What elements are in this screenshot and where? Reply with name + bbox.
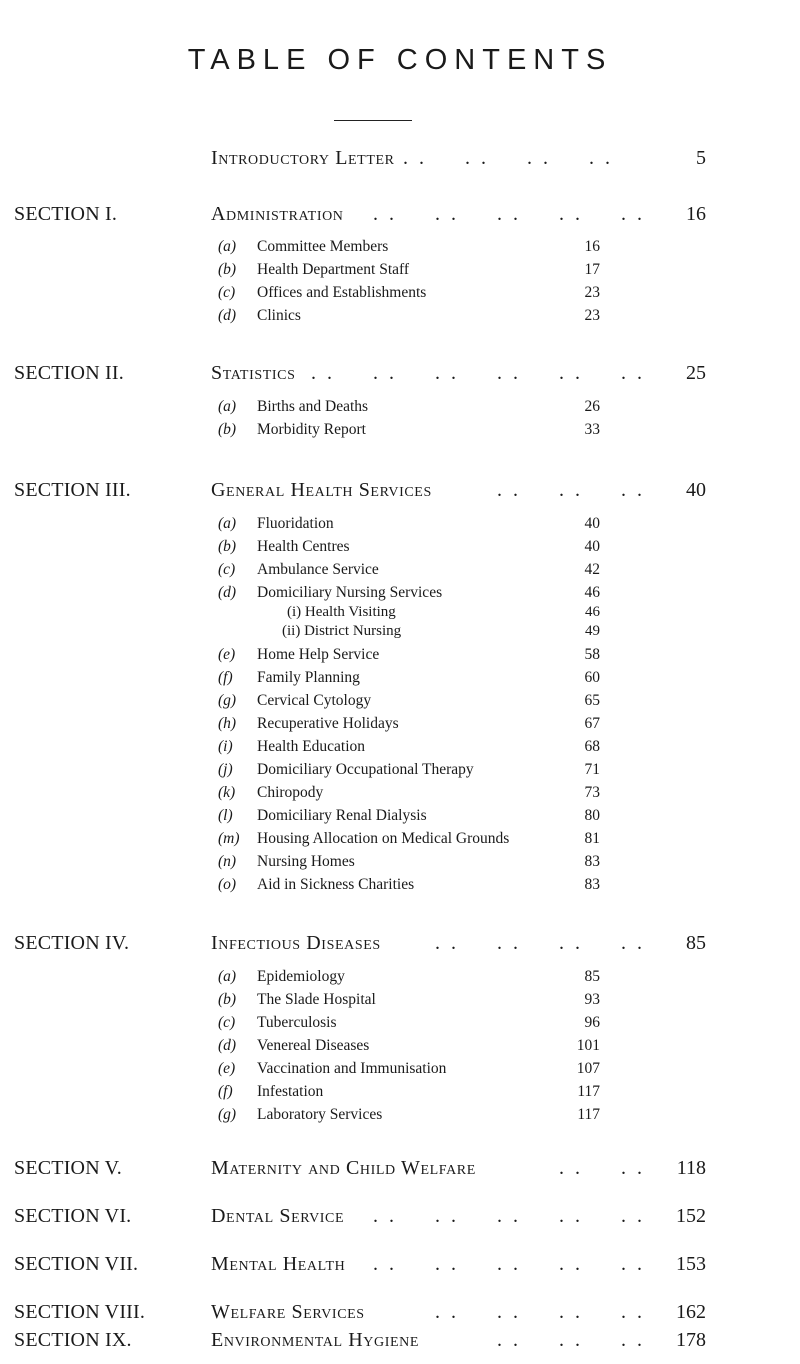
leader-dots: . . (621, 1329, 645, 1351)
leader-dots: . . (527, 147, 551, 169)
item-page-number: 40 (584, 538, 600, 555)
item-letter: (h) (218, 715, 237, 732)
leader-dots: . . (403, 147, 427, 169)
leader-dots: . . (497, 362, 521, 384)
section-heading: General Health Services (211, 479, 432, 501)
leader-dots: . . (589, 147, 613, 169)
leader-dots: . . (559, 1157, 583, 1179)
toc-page-number: 5 (696, 147, 706, 169)
item-page-number: 46 (584, 584, 600, 601)
section-heading: Maternity and Child Welfare (211, 1157, 476, 1179)
toc-item: Infestation (257, 1083, 324, 1100)
item-letter: (b) (218, 421, 237, 438)
item-letter: (c) (218, 284, 236, 301)
item-letter: (a) (218, 968, 237, 985)
item-letter: (a) (218, 515, 237, 532)
item-letter: (e) (218, 646, 236, 663)
toc-item: Recuperative Holidays (257, 715, 399, 732)
leader-dots: . . (373, 362, 397, 384)
leader-dots: . . (497, 1253, 521, 1275)
leader-dots: . . (559, 479, 583, 501)
leader-dots: . . (435, 1301, 459, 1323)
section-label: SECTION IX. (14, 1329, 132, 1351)
toc-item: Domiciliary Occupational Therapy (257, 761, 474, 778)
section-heading: Administration (211, 203, 344, 225)
item-letter: (f) (218, 1083, 233, 1100)
item-letter: (a) (218, 398, 237, 415)
leader-dots: . . (435, 932, 459, 954)
section-label: SECTION II. (14, 362, 124, 384)
toc-item: Chiropody (257, 784, 324, 801)
leader-dots: . . (559, 203, 583, 225)
toc-item: Domiciliary Renal Dialysis (257, 807, 427, 824)
item-page-number: 60 (584, 669, 600, 686)
item-letter: (d) (218, 584, 237, 601)
leader-dots: . . (621, 362, 645, 384)
item-page-number: 85 (584, 968, 600, 985)
leader-dots: . . (621, 1157, 645, 1179)
item-page-number: 73 (584, 784, 600, 801)
item-page-number: 65 (584, 692, 600, 709)
toc-page-number: 178 (676, 1329, 706, 1351)
item-letter: (f) (218, 669, 233, 686)
item-page-number: 83 (584, 853, 600, 870)
section-heading: Dental Service (211, 1205, 345, 1227)
item-letter: (n) (218, 853, 237, 870)
toc-item: Vaccination and Immunisation (257, 1060, 447, 1077)
section-label: SECTION VI. (14, 1205, 132, 1227)
item-page-number: 49 (585, 623, 600, 639)
item-letter: (i) (218, 738, 233, 755)
leader-dots: . . (497, 479, 521, 501)
leader-dots: . . (435, 362, 459, 384)
leader-dots: . . (559, 1205, 583, 1227)
toc-item: Health Education (257, 738, 366, 755)
section-label: SECTION I. (14, 203, 118, 225)
toc-item: Venereal Diseases (257, 1037, 370, 1054)
item-page-number: 26 (584, 398, 600, 415)
item-letter: (a) (218, 238, 237, 255)
item-letter: (b) (218, 538, 237, 555)
toc-subitem: (i) Health Visiting (287, 604, 396, 620)
item-letter: (d) (218, 1037, 237, 1054)
leader-dots: . . (435, 1253, 459, 1275)
leader-dots: . . (559, 1329, 583, 1351)
section-heading: Infectious Diseases (211, 932, 381, 954)
item-page-number: 71 (584, 761, 600, 778)
item-letter: (j) (218, 761, 233, 778)
item-letter: (b) (218, 261, 237, 278)
leader-dots: . . (497, 1329, 521, 1351)
item-page-number: 40 (584, 515, 600, 532)
section-heading: Mental Health (211, 1253, 346, 1275)
toc-item: Committee Members (257, 238, 389, 255)
item-page-number: 101 (576, 1037, 600, 1054)
toc-item: Births and Deaths (257, 398, 369, 415)
section-label: SECTION IV. (14, 932, 130, 954)
leader-dots: . . (435, 1205, 459, 1227)
item-letter: (g) (218, 692, 237, 709)
toc-page-number: 16 (686, 203, 706, 225)
item-page-number: 107 (576, 1060, 600, 1077)
leader-dots: . . (621, 1205, 645, 1227)
toc-item: Laboratory Services (257, 1106, 383, 1123)
item-letter: (l) (218, 807, 233, 824)
toc-item: Ambulance Service (257, 561, 379, 578)
item-letter: (m) (218, 830, 240, 847)
item-page-number: 80 (584, 807, 600, 824)
leader-dots: . . (559, 932, 583, 954)
section-heading: Statistics (211, 362, 296, 384)
toc-item: Health Centres (257, 538, 350, 555)
leader-dots: . . (373, 1253, 397, 1275)
leader-dots: . . (497, 203, 521, 225)
item-letter: (d) (218, 307, 237, 324)
toc-page-number: 118 (676, 1157, 706, 1179)
leader-dots: . . (373, 1205, 397, 1227)
item-letter: (k) (218, 784, 236, 801)
toc-page-number: 25 (686, 362, 706, 384)
introductory-letter-heading: Introductory Letter (211, 147, 395, 169)
toc-item: Home Help Service (257, 646, 380, 663)
leader-dots: . . (497, 1205, 521, 1227)
leader-dots: . . (373, 203, 397, 225)
leader-dots: . . (497, 932, 521, 954)
toc-item: Morbidity Report (257, 421, 366, 438)
section-heading: Environmental Hygiene (211, 1329, 420, 1351)
leader-dots: . . (465, 147, 489, 169)
item-letter: (c) (218, 561, 236, 578)
item-page-number: 96 (584, 1014, 600, 1031)
leader-dots: . . (621, 479, 645, 501)
item-letter: (o) (218, 876, 237, 893)
toc-page-number: 162 (676, 1301, 706, 1323)
title-divider (334, 120, 412, 121)
toc-item: Domiciliary Nursing Services (257, 584, 443, 601)
item-page-number: 93 (584, 991, 600, 1008)
item-page-number: 83 (584, 876, 600, 893)
toc-item: Clinics (257, 307, 301, 324)
toc-item: Fluoridation (257, 515, 334, 532)
section-label: SECTION III. (14, 479, 131, 501)
toc-page-number: 152 (676, 1205, 706, 1227)
item-page-number: 117 (577, 1083, 600, 1100)
leader-dots: . . (559, 362, 583, 384)
leader-dots: . . (435, 203, 459, 225)
item-page-number: 42 (584, 561, 600, 578)
leader-dots: . . (311, 362, 335, 384)
leader-dots: . . (559, 1301, 583, 1323)
toc-item: The Slade Hospital (257, 991, 376, 1008)
item-page-number: 68 (584, 738, 600, 755)
item-page-number: 67 (584, 715, 600, 732)
section-label: SECTION VIII. (14, 1301, 146, 1323)
section-label: SECTION VII. (14, 1253, 139, 1275)
toc-item: Health Department Staff (257, 261, 410, 278)
leader-dots: . . (621, 932, 645, 954)
toc-item: Offices and Establishments (257, 284, 427, 301)
item-letter: (c) (218, 1014, 236, 1031)
toc-item: Aid in Sickness Charities (257, 876, 415, 893)
toc-item: Epidemiology (257, 968, 345, 985)
toc-item: Nursing Homes (257, 853, 355, 870)
item-letter: (b) (218, 991, 237, 1008)
toc-page-number: 40 (686, 479, 706, 501)
toc-page-number: 153 (676, 1253, 706, 1275)
toc-subitem: (ii) District Nursing (282, 623, 402, 639)
leader-dots: . . (497, 1301, 521, 1323)
toc-item: Cervical Cytology (257, 692, 372, 709)
item-page-number: 17 (584, 261, 600, 278)
leader-dots: . . (621, 1253, 645, 1275)
toc-item: Family Planning (257, 669, 360, 686)
leader-dots: . . (559, 1253, 583, 1275)
item-page-number: 23 (584, 307, 600, 324)
item-page-number: 81 (584, 830, 600, 847)
section-heading: Welfare Services (211, 1301, 365, 1323)
leader-dots: . . (621, 1301, 645, 1323)
item-page-number: 46 (585, 604, 600, 620)
item-page-number: 16 (584, 238, 600, 255)
section-label: SECTION V. (14, 1157, 122, 1179)
item-page-number: 23 (584, 284, 600, 301)
page-title: TABLE OF CONTENTS (187, 44, 613, 76)
item-page-number: 33 (584, 421, 600, 438)
item-page-number: 117 (577, 1106, 600, 1123)
item-page-number: 58 (584, 646, 600, 663)
toc-page-number: 85 (686, 932, 706, 954)
leader-dots: . . (621, 203, 645, 225)
item-letter: (g) (218, 1106, 237, 1123)
toc-item: Housing Allocation on Medical Grounds (257, 830, 510, 847)
toc-item: Tuberculosis (257, 1014, 337, 1031)
item-letter: (e) (218, 1060, 236, 1077)
